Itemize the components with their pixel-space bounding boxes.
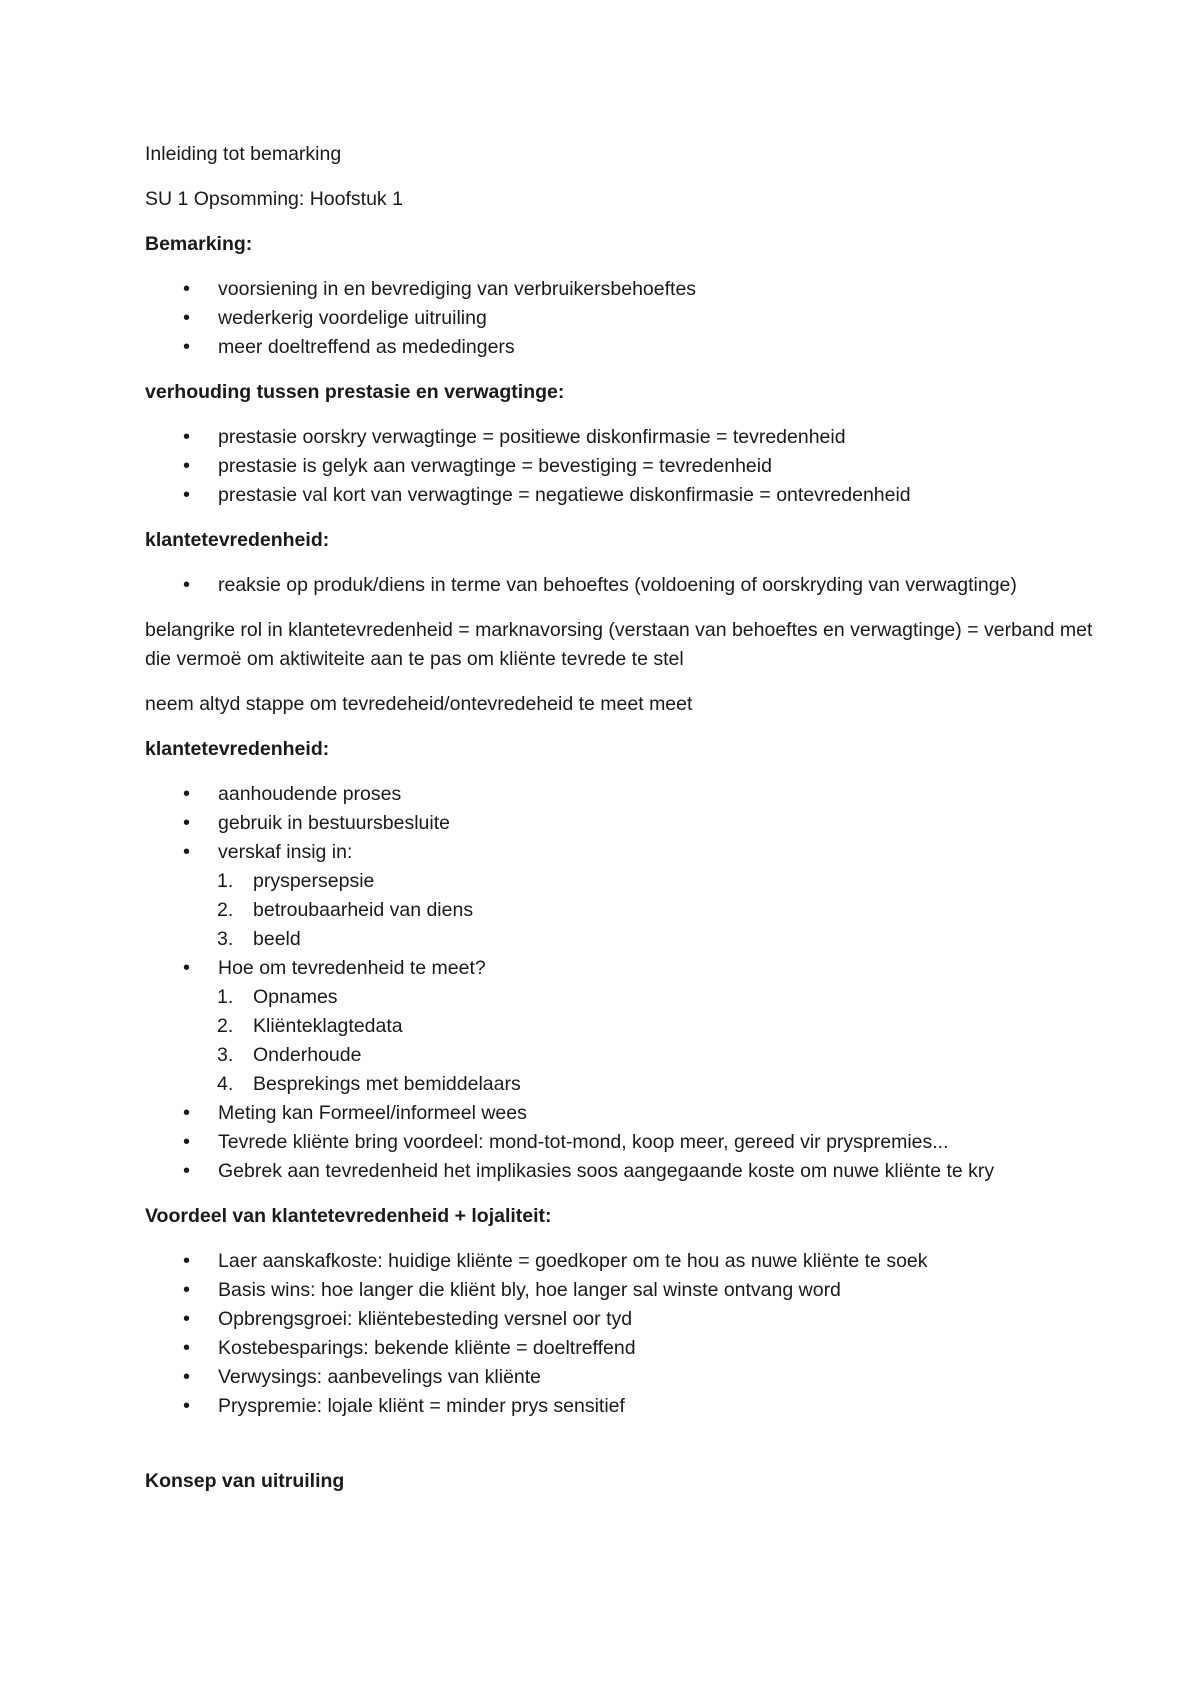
list-item: • prestasie is gelyk aan verwagtinge = bevestiging = tevredenheid	[145, 452, 1100, 481]
voordeel-list	[145, 1247, 1100, 1421]
list-item: • voorsiening in en bevrediging van verbruikersbehoeftes	[145, 275, 1100, 304]
klantetevredenheid-detail-list	[145, 780, 1100, 867]
measurement-notes-list	[145, 1099, 1100, 1186]
item-number: 3.	[217, 1044, 234, 1066]
blank-line	[145, 1437, 1100, 1467]
item-text: pryspersepsie	[253, 870, 375, 892]
verhouding-list	[145, 423, 1100, 510]
section-heading-klantetevredenheid-2: klantetevredenheid:	[145, 738, 330, 760]
list-item: • Verwysings: aanbevelings van kliënte	[145, 1363, 1100, 1392]
item-text: Besprekings met bemiddelaars	[253, 1073, 521, 1095]
list-item: • meer doeltreffend as mededingers	[145, 333, 1100, 362]
paragraph-marknavorsing: belangrike rol in klantetevredenheid = marknavorsing (verstaan van behoeftes en verwagtinge) = verband met die vermoë om aktiwiteite aan te pas om kliënte tevrede te stel	[145, 619, 1093, 670]
list-item: • aanhoudende proses	[145, 780, 1100, 809]
list-item: • Laer aanskafkoste: huidige kliënte = goedkoper om te hou as nuwe kliënte te soek	[145, 1247, 1100, 1276]
list-item: • prestasie val kort van verwagtinge = negatiewe diskonfirmasie = ontevredenheid	[145, 481, 1100, 510]
list-item: • Meting kan Formeel/informeel wees	[145, 1099, 1100, 1128]
measure-question-list	[145, 954, 1100, 983]
item-text: Opnames	[253, 986, 338, 1008]
item-number: 1.	[217, 870, 234, 892]
list-item: • Tevrede kliënte bring voordeel: mond-tot-mond, koop meer, gereed vir pryspremies...	[145, 1128, 1100, 1157]
numbered-item	[145, 1070, 1100, 1099]
item-text: Kliënteklagtedata	[253, 1015, 403, 1037]
item-number: 3.	[217, 928, 234, 950]
klantetevredenheid-list	[145, 571, 1100, 600]
numbered-item	[145, 867, 1100, 896]
item-text: Onderhoude	[253, 1044, 362, 1066]
list-item: • prestasie oorskry verwagtinge = positiewe diskonfirmasie = tevredenheid	[145, 423, 1100, 452]
section-heading-voordeel: Voordeel van klantetevredenheid + lojaliteit:	[145, 1205, 552, 1227]
list-item: • Opbrengsgroei: kliëntebesteding versnel oor tyd	[145, 1305, 1100, 1334]
item-number: 1.	[217, 986, 234, 1008]
paragraph-stappe: neem altyd stappe om tevredeheid/ontevredeheid te meet meet	[145, 693, 693, 715]
document-subtitle: SU 1 Opsomming: Hoofstuk 1	[145, 188, 403, 210]
numbered-item	[145, 983, 1100, 1012]
list-item: • reaksie op produk/diens in terme van behoeftes (voldoening of oorskryding van verwagtinge)	[145, 571, 1100, 600]
numbered-item	[145, 896, 1100, 925]
bemarking-list	[145, 275, 1100, 362]
list-item: • Basis wins: hoe langer die kliënt bly, hoe langer sal winste ontvang word	[145, 1276, 1100, 1305]
item-text: beeld	[253, 928, 301, 950]
item-number: 4.	[217, 1073, 234, 1095]
list-item: • Pryspremie: lojale kliënt = minder prys sensitief	[145, 1392, 1100, 1421]
list-item	[145, 838, 1100, 867]
item-number: 2.	[217, 899, 234, 921]
numbered-item	[145, 1012, 1100, 1041]
section-heading-konsep: Konsep van uitruiling	[145, 1470, 345, 1492]
list-item: • wederkerig voordelige uitruiling	[145, 304, 1100, 333]
item-number: 2.	[217, 1015, 234, 1037]
section-heading-klantetevredenheid: klantetevredenheid:	[145, 529, 330, 551]
measure-numbered-list	[145, 983, 1100, 1099]
list-item: • Gebrek aan tevredenheid het implikasies soos aangegaande koste om nuwe kliënte te kry	[145, 1157, 1100, 1186]
list-item: • Hoe om tevredenheid te meet?	[145, 954, 1100, 983]
insight-numbered-list	[145, 867, 1100, 954]
list-item: • gebruik in bestuursbesluite	[145, 809, 1100, 838]
section-heading-bemarking: Bemarking:	[145, 233, 253, 255]
section-heading-verhouding: verhouding tussen prestasie en verwagtinge:	[145, 381, 565, 403]
item-text: betroubaarheid van diens	[253, 899, 474, 921]
document-title: Inleiding tot bemarking	[145, 143, 342, 165]
list-item: • Kostebesparings: bekende kliënte = doeltreffend	[145, 1334, 1100, 1363]
numbered-item	[145, 1041, 1100, 1070]
list-item-text: verskaf insig in:	[218, 841, 353, 863]
numbered-item	[145, 925, 1100, 954]
